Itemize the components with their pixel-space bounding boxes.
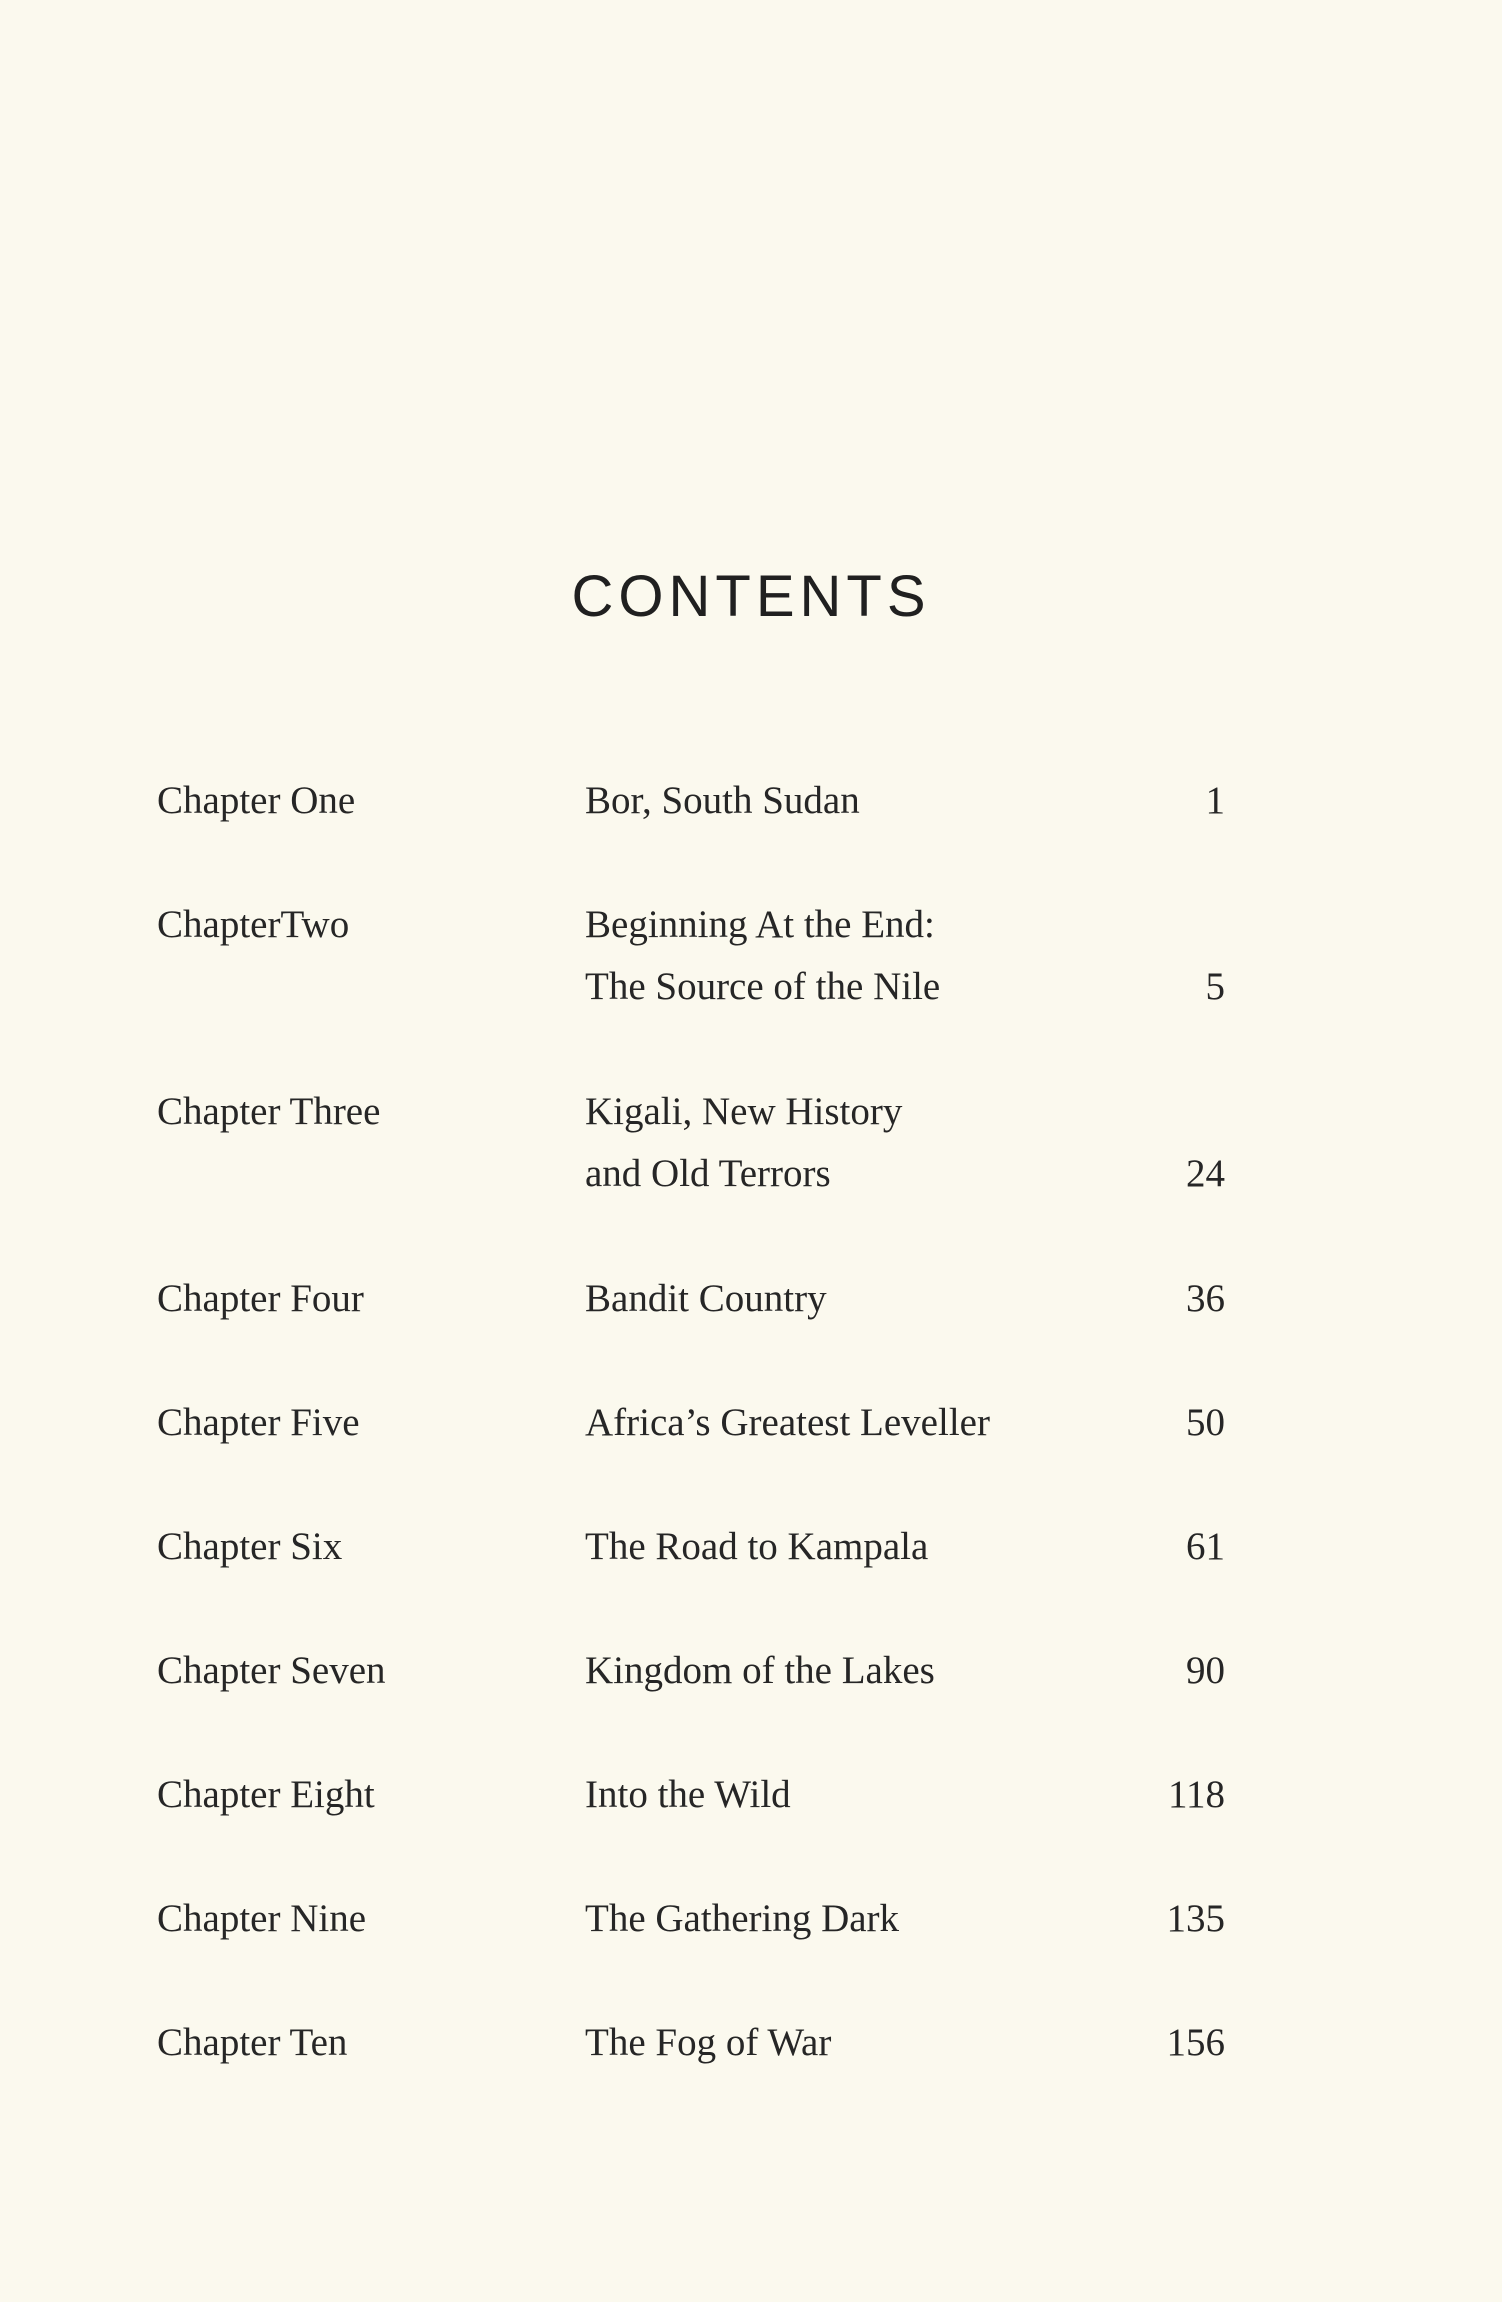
chapter-label: Chapter Ten: [157, 2021, 348, 2064]
chapter-title: [585, 1764, 791, 1826]
page-number: 118: [1167, 1773, 1225, 1816]
page-number: 61: [1186, 1525, 1225, 1568]
chapter-label: Chapter Nine: [157, 1897, 367, 1940]
chapter-label: ChapterTwo: [157, 903, 350, 946]
chapter-label: Chapter Seven: [157, 1649, 386, 1692]
chapter-label: Chapter One: [157, 779, 356, 822]
chapter-title: [585, 1081, 902, 1205]
page-number: 24: [1186, 1152, 1225, 1195]
chapter-title-line: and Old Terrors: [585, 1152, 831, 1195]
chapter-label: Chapter Four: [157, 1277, 364, 1320]
chapter-title: [585, 1888, 899, 1950]
chapter-title-line: The Gathering Dark: [585, 1897, 900, 1940]
chapter-label: Chapter Five: [157, 1401, 360, 1444]
chapter-title: [585, 1392, 990, 1454]
chapter-title-line: Bor, South Sudan: [585, 779, 860, 822]
chapter-label: Chapter Three: [157, 1090, 381, 1133]
chapter-title-line: Africa’s Greatest Leveller: [585, 1401, 990, 1444]
page-number: 90: [1186, 1649, 1225, 1692]
page-title: CONTENTS: [571, 564, 931, 629]
chapter-title-line: Beginning At the End:: [585, 903, 935, 946]
chapter-title: [585, 1268, 827, 1330]
page-number: 135: [1166, 1897, 1225, 1940]
chapter-title-line: Kigali, New History: [585, 1090, 903, 1133]
chapter-title-line: The Fog of War: [585, 2021, 832, 2064]
chapter-title-line: Bandit Country: [585, 1277, 827, 1320]
chapter-title: [585, 770, 860, 832]
page-number: 156: [1166, 2021, 1225, 2064]
page-number: 5: [1205, 965, 1225, 1008]
chapter-title: [585, 1516, 928, 1578]
chapter-title-line: Kingdom of the Lakes: [585, 1649, 935, 1692]
chapter-title: [585, 1640, 935, 1702]
page-number: 50: [1186, 1401, 1225, 1444]
chapter-title-line: The Source of the Nile: [585, 965, 941, 1008]
page-number: 1: [1205, 779, 1225, 822]
chapter-label: Chapter Six: [157, 1525, 343, 1568]
chapter-title-line: The Road to Kampala: [585, 1525, 929, 1568]
page-number: 36: [1186, 1277, 1225, 1320]
chapter-title: [585, 894, 940, 1018]
chapter-title-line: Into the Wild: [585, 1773, 791, 1816]
chapter-title: [585, 2012, 831, 2074]
chapter-label: Chapter Eight: [157, 1773, 375, 1816]
